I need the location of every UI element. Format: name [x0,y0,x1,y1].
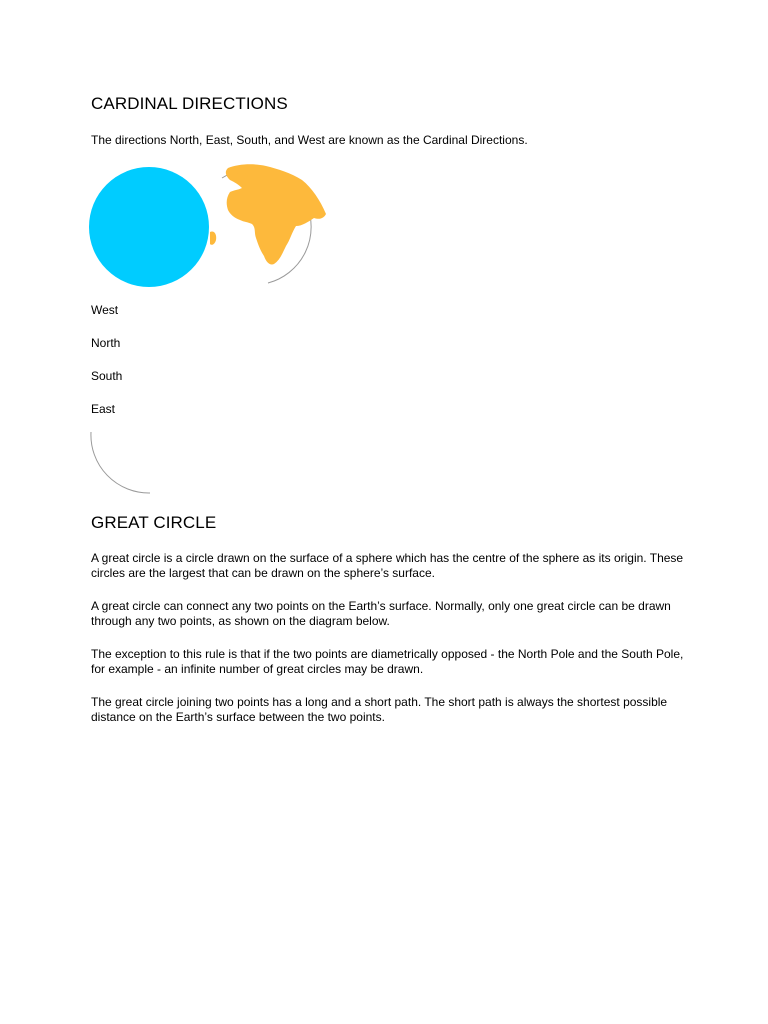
direction-south: South [91,369,123,383]
arc-line [88,430,158,500]
direction-east: East [91,402,116,416]
great-circle-paragraph-2: A great circle can connect any two points on the Earth’s surface. Normally, only one great circle can be drawn through any two points, as shown on the diagram below. [91,599,671,628]
great-circle-paragraph-3: The exception to this rule is that if the two points are diametrically opposed - the North Pole and the South Pole, for example - an infinite number of great circles may be drawn. [91,647,684,676]
heading-cardinal-directions: CARDINAL DIRECTIONS [91,94,288,113]
blue-circle-icon [89,167,209,287]
heading-great-circle: GREAT CIRCLE [91,513,217,532]
cardinal-directions-figure [88,160,338,290]
cardinal-intro-text: The directions North, East, South, and West are known as the Cardinal Directions. [91,133,528,147]
direction-north: North [91,336,121,350]
land-fragment-west [210,231,216,244]
globe-icon [226,164,326,264]
great-circle-paragraph-1: A great circle is a circle drawn on the surface of a sphere which has the centre of the sphere as its origin. These circles are the largest that can be drawn on the sphere’s surface. [91,551,684,580]
direction-west: West [91,303,119,317]
great-circle-paragraph-4: The great circle joining two points has a long and a short path. The short path is always the shortest possible distance on the Earth’s surface between the two points. [91,695,668,724]
